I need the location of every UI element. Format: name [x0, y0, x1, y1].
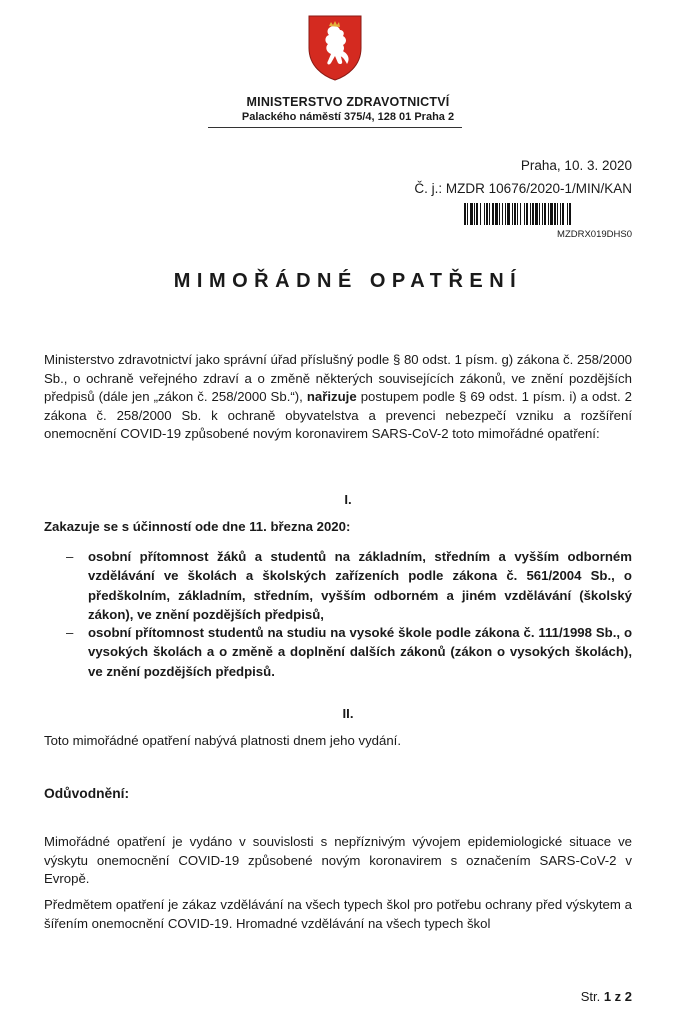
barcode-bar	[560, 203, 561, 225]
list-item-text: osobní přítomnost žáků a studentů na základním, středním a vyšším odborném vzdělávání ve školách a školských zařízeních podle zákona č. 561/2004 Sb., o předškolním, základním, středním, vyšším odborném a jiném vzdělávání (školský zákon), ve znění pozdějších předpisů,	[88, 549, 632, 622]
barcode-bar	[517, 203, 518, 225]
intro-text-2: postupem podle § 69 odst. 1 písm. i) a odst. 2 zákona č. 258/2000 Sb. k ochraně obyvatelstva a prevenci nebezpečí vzniku a rozšíření onemocnění COVID-19 způsobené novým koronavirem SARS-CoV-2 toto mimořádné opatření:	[44, 389, 632, 442]
list-item	[44, 547, 632, 624]
barcode-bar	[539, 203, 540, 225]
barcode-bar	[486, 203, 488, 225]
barcode-bar	[474, 203, 475, 225]
list-item-text: osobní přítomnost studentů na studiu na vysoké škole podle zákona č. 111/1998 Sb., o vysokých školách a o změně a doplnění dalších zákonů (zákon o vysokých školách), ve znění pozdějších předpisů.	[88, 625, 632, 679]
barcode-bar	[557, 203, 558, 225]
document-title: MIMOŘÁDNÉ OPATŘENÍ	[173, 270, 523, 292]
section-2-text: Toto mimořádné opatření nabývá platnosti dnem jeho vydání.	[44, 733, 402, 748]
dash-bullet: –	[66, 549, 74, 564]
barcode-bar	[544, 203, 546, 225]
reasoning-paragraph-2: Předmětem opatření je zákaz vzdělávání na všech typech škol pro potřebu ochrany před výskytem a šířením onemocnění COVID-19. Hromadné vzdělávání na všech typech škol	[44, 897, 632, 931]
barcode-bar	[512, 203, 513, 225]
barcode-bar	[532, 203, 534, 225]
ministry-address: Palackého náměstí 375/4, 128 01 Praha 2	[241, 111, 455, 123]
barcode-bar	[476, 203, 478, 225]
barcode-bar	[524, 203, 525, 225]
reference-number: Č. j.: MZDR 10676/2020-1/MIN/KAN	[414, 181, 632, 196]
barcode-bar	[569, 203, 571, 225]
section-1-heading: Zakazuje se s účinností ode dne 11. března 2020:	[44, 519, 351, 534]
prohibition-list-1	[44, 547, 632, 624]
barcode-bar	[495, 203, 498, 225]
czech-coat-of-arms-emblem	[307, 14, 363, 82]
barcode-bar	[526, 203, 528, 225]
barcode-bar	[492, 203, 494, 225]
section-number-2: II.	[342, 706, 354, 721]
header-divider	[208, 127, 462, 128]
page-prefix: Str.	[580, 989, 604, 1004]
barcode-bar	[470, 203, 473, 225]
barcode-bar	[530, 203, 531, 225]
page-count: 1 z 2	[603, 989, 632, 1004]
barcode-bar	[499, 203, 500, 225]
barcode-bar	[520, 203, 521, 225]
barcode-bar	[464, 203, 466, 225]
barcode-bar	[542, 203, 543, 225]
barcode-bar	[514, 203, 516, 225]
barcode-bar	[489, 203, 490, 225]
barcode-bar	[535, 203, 538, 225]
barcode-bar	[507, 203, 510, 225]
intro-ordering-word: nařizuje	[306, 389, 357, 405]
reasoning-heading: Odůvodnění:	[44, 786, 130, 801]
intro-text-1: Ministerstvo zdravotnictví jako správní úřad příslušný podle § 80 odst. 1 písm. g) zákona č. 258/2000 Sb., o ochraně veřejného zdraví a o změně některých souvisejících zákonů, ve znění pozdějších předpisů (dále jen „zákon č. 258/2000 Sb.“),	[44, 352, 632, 405]
barcode-bar	[480, 203, 481, 225]
list-item	[44, 623, 632, 681]
barcode-bar	[562, 203, 564, 225]
barcode-bar	[554, 203, 556, 225]
barcode-code: MZDRX019DHS0	[557, 229, 632, 240]
barcode-bar	[502, 203, 503, 225]
prohibition-list-2	[44, 623, 632, 681]
barcode-bar	[567, 203, 568, 225]
section-number-1: I.	[344, 492, 352, 507]
reasoning-paragraph-1: Mimořádné opatření je vydáno v souvislosti s nepříznivým vývojem epidemiologické situace ve výskytu onemocnění COVID-19 způsobené novým koronavirem s označením SARS-CoV-2 v Evropě.	[44, 834, 632, 887]
barcode-bar	[548, 203, 549, 225]
page-number	[581, 989, 632, 1004]
barcode	[464, 203, 634, 225]
barcode-bar	[550, 203, 553, 225]
barcode-bar	[484, 203, 485, 225]
issue-date: Praha, 10. 3. 2020	[520, 158, 632, 173]
barcode-bar	[467, 203, 468, 225]
dash-bullet: –	[66, 625, 74, 640]
barcode-bar	[505, 203, 506, 225]
ministry-name: MINISTERSTVO ZDRAVOTNICTVÍ	[246, 95, 450, 109]
intro-paragraph	[44, 351, 632, 444]
